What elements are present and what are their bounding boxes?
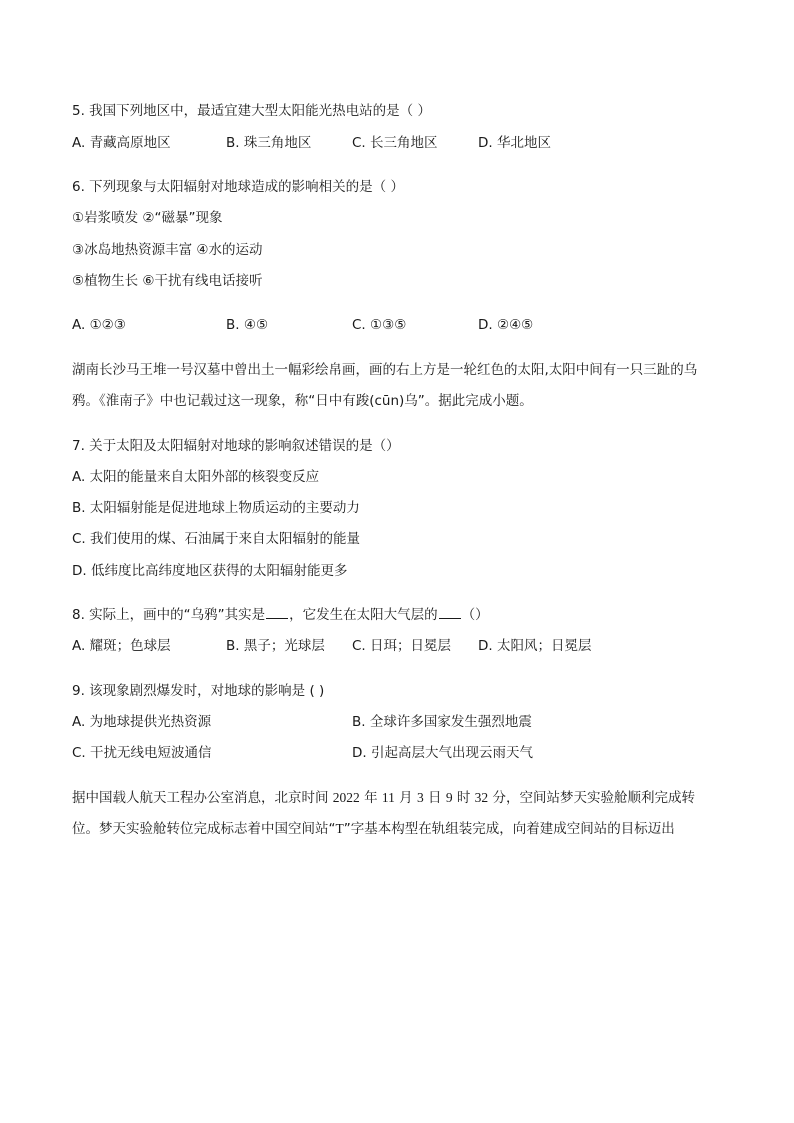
passage2-text: 分，空间站梦天实验舱顺利完成转 — [488, 790, 695, 806]
q9-option-c: C. 干扰无线电短波通信 — [72, 745, 212, 761]
passage1-line-1: 湖南长沙马王堆一号汉墓中曾出土一幅彩绘帛画，画的右上方是一轮红色的太阳,太阳中间有一只三趾的乌 — [72, 362, 698, 378]
q6-option-d: D. ②④⑤ — [478, 317, 534, 333]
passage2-text: 位。梦天实验舱转位完成标志着中国空间站“ — [72, 821, 336, 837]
passage2-hour: 9 — [445, 790, 453, 805]
passage2-line-2 — [72, 819, 722, 839]
q6-option-b: B. ④⑤ — [226, 317, 269, 333]
q8-blank-2 — [439, 605, 461, 619]
q8-stem-part-3: （） — [461, 607, 489, 623]
q8-blank-1 — [266, 605, 288, 619]
q7-option-b: B. 太阳辐射能是促进地球上物质运动的主要动力 — [72, 500, 360, 516]
q6-item-3: ⑤植物生长 ⑥干扰有线电话接听 — [72, 273, 263, 289]
passage2-text: 时 — [452, 790, 475, 806]
q8-option-a: A. 耀斑；色球层 — [72, 638, 171, 654]
passage2-letter: T — [335, 821, 344, 836]
q8-stem-part-2: ，它发生在太阳大气层的 — [289, 607, 438, 623]
q6-option-c: C. ①③⑤ — [352, 317, 407, 333]
q7-option-c: C. 我们使用的煤、石油属于来自太阳辐射的能量 — [72, 531, 361, 547]
q5-option-a: A. 青藏高原地区 — [72, 135, 171, 151]
q9-option-d: D. 引起高层大气出现云雨天气 — [352, 745, 533, 761]
passage2-line-1 — [72, 788, 722, 808]
q6-stem: 6. 下列现象与太阳辐射对地球造成的影响相关的是（ ） — [72, 179, 404, 195]
passage2-text: 月 — [394, 790, 417, 806]
q6-item-1: ①岩浆喷发 ②“磁暴”现象 — [72, 210, 223, 226]
passage1-line-2: 鸦。《淮南子》中也记载过这一现象，称“日中有踆(cūn)乌”。据此完成小题。 — [72, 393, 533, 409]
q9-stem: 9. 该现象剧烈爆发时，对地球的影响是 ( ) — [72, 683, 325, 699]
q5-option-d: D. 华北地区 — [478, 135, 551, 151]
q8-option-d: D. 太阳风；日冕层 — [478, 638, 592, 654]
passage2-text: 据中国载人航天工程办公室消息，北京时间 — [72, 790, 333, 806]
passage2-text: ”字基本构型在轨组装完成，向着建成空间站的目标迈出 — [343, 821, 675, 837]
q8-option-b: B. 黑子；光球层 — [226, 638, 325, 654]
q7-stem: 7. 关于太阳及太阳辐射对地球的影响叙述错误的是（） — [72, 438, 400, 454]
q8-option-c: C. 日珥；日冕层 — [352, 638, 452, 654]
passage2-year: 2022 — [332, 790, 360, 805]
passage2-text: 日 — [423, 790, 446, 806]
q5-option-c: C. 长三角地区 — [352, 135, 438, 151]
q5-stem: 5. 我国下列地区中，最适宜建大型太阳能光热电站的是（ ） — [72, 103, 431, 119]
q9-option-b: B. 全球许多国家发生强烈地震 — [352, 714, 532, 730]
q7-option-d: D. 低纬度比高纬度地区获得的太阳辐射能更多 — [72, 563, 348, 579]
passage2-text: 年 — [359, 790, 382, 806]
q7-option-a: A. 太阳的能量来自太阳外部的核裂变反应 — [72, 469, 320, 485]
q5-option-b: B. 珠三角地区 — [226, 135, 312, 151]
q6-option-a: A. ①②③ — [72, 317, 126, 333]
passage2-day: 3 — [416, 790, 424, 805]
q9-option-a: A. 为地球提供光热资源 — [72, 714, 212, 730]
passage2-minute: 32 — [474, 790, 489, 805]
q6-item-2: ③冰岛地热资源丰富 ④水的运动 — [72, 242, 263, 258]
q8-stem-part-1: 8. 实际上，画中的“乌鸦”其实是 — [72, 607, 266, 623]
q8-stem — [72, 605, 489, 625]
passage2-month: 11 — [381, 790, 395, 805]
